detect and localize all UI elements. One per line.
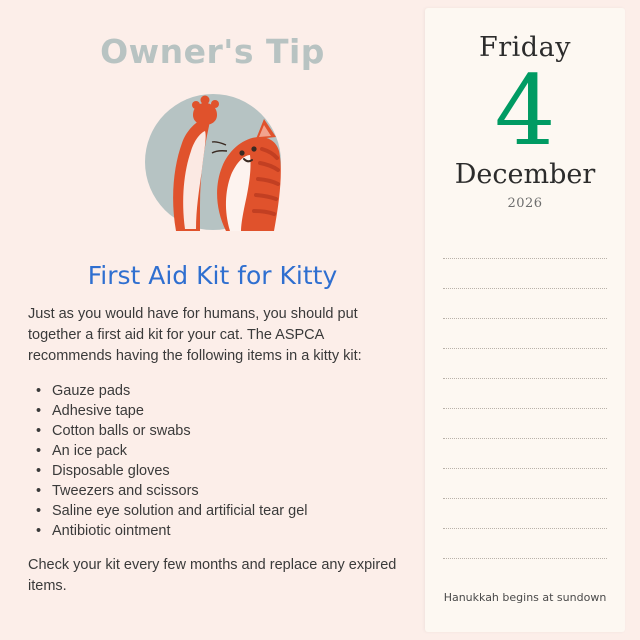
page-title: Owner's Tip xyxy=(100,32,325,71)
list-item: • Tweezers and scissors xyxy=(34,481,397,501)
note-line[interactable] xyxy=(443,319,607,349)
note-lines[interactable] xyxy=(441,229,609,559)
note-line[interactable] xyxy=(443,439,607,469)
note-line[interactable] xyxy=(443,409,607,439)
year-label: 2026 xyxy=(507,196,543,211)
month-label: December xyxy=(454,159,596,190)
list-item: • Gauze pads xyxy=(34,381,397,401)
list-item: • Disposable gloves xyxy=(34,461,397,481)
date-card xyxy=(425,8,625,632)
note-line[interactable] xyxy=(443,469,607,499)
list-item: • An ice pack xyxy=(34,441,397,461)
illustration-container xyxy=(28,79,397,245)
weekday-label: Friday xyxy=(479,32,571,63)
list-item: • Adhesive tape xyxy=(34,401,397,421)
kit-item-list xyxy=(28,381,397,541)
note-line[interactable] xyxy=(443,349,607,379)
note-line[interactable] xyxy=(443,259,607,289)
day-number: 4 xyxy=(494,55,556,167)
list-item: • Cotton balls or swabs xyxy=(34,421,397,441)
note-line[interactable] xyxy=(443,229,607,259)
note-line[interactable] xyxy=(443,499,607,529)
note-line[interactable] xyxy=(443,529,607,559)
list-item: • Antibiotic ointment xyxy=(34,521,397,541)
cat-in-circle-icon xyxy=(130,79,296,245)
intro-paragraph: Just as you would have for humans, you should put together a first aid kit for your cat. The ASPCA recommends having the following items in a kitty kit: xyxy=(28,306,362,364)
closing-paragraph: Check your kit every few months and replace any expired items. xyxy=(28,557,397,594)
article-title: First Aid Kit for Kitty xyxy=(87,261,338,290)
list-item: • Saline eye solution and artificial tear gel xyxy=(34,501,397,521)
holiday-note: Hanukkah begins at sundown xyxy=(443,591,607,604)
note-line[interactable] xyxy=(443,289,607,319)
note-line[interactable] xyxy=(443,379,607,409)
